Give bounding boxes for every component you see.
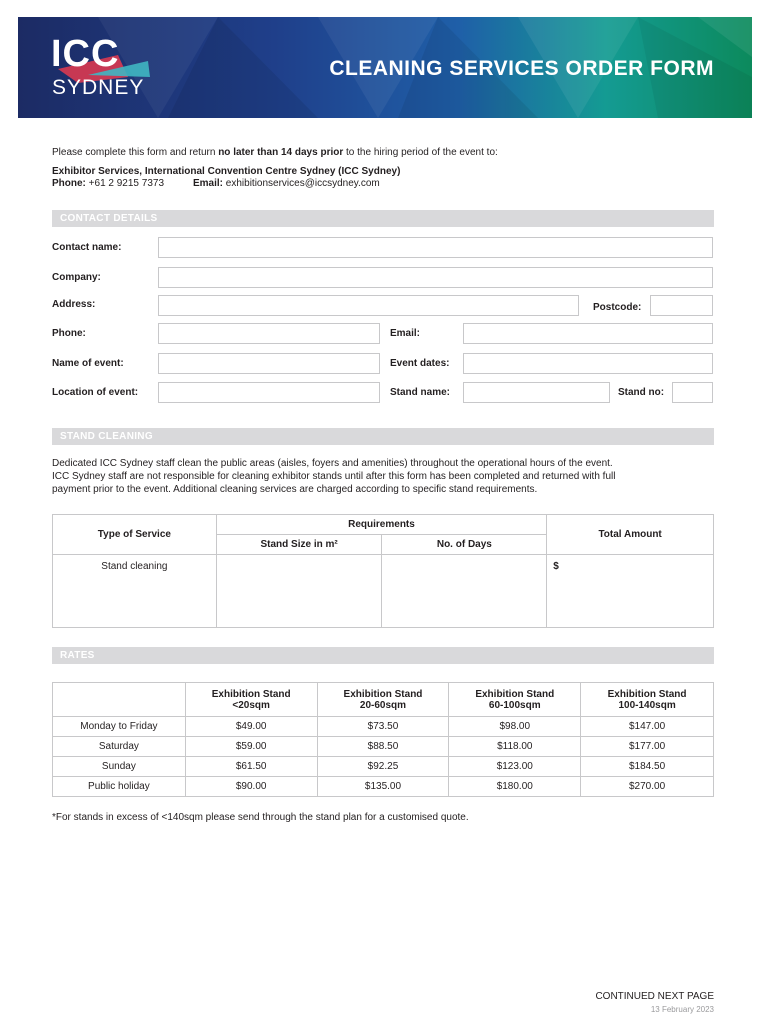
- rates-value: $123.00: [449, 757, 581, 777]
- label-phone: Phone:: [52, 328, 86, 339]
- rates-col-header: Exhibition Stand 100-140sqm: [581, 683, 714, 717]
- rates-day: Monday to Friday: [53, 717, 186, 737]
- label-postcode: Postcode:: [593, 302, 642, 313]
- rates-value: $92.25: [317, 757, 449, 777]
- rates-value: $49.00: [185, 717, 317, 737]
- rates-value: $98.00: [449, 717, 581, 737]
- rates-value: $270.00: [581, 777, 714, 797]
- email-field[interactable]: [463, 323, 713, 344]
- location-field[interactable]: [158, 382, 380, 403]
- header-stand-size: Stand Size in m²: [216, 535, 382, 555]
- no-of-days-cell[interactable]: [382, 555, 547, 628]
- label-event-dates: Event dates:: [390, 358, 450, 369]
- stand-no-field[interactable]: [672, 382, 713, 403]
- rates-value: $61.50: [185, 757, 317, 777]
- rates-value: $177.00: [581, 737, 714, 757]
- form-title: CLEANING SERVICES ORDER FORM: [329, 57, 714, 80]
- section-bar-contact-details: CONTACT DETAILS: [52, 210, 714, 227]
- table-row: [53, 737, 714, 757]
- postcode-field[interactable]: [650, 295, 713, 316]
- organisation-name: Exhibitor Services, International Convention Centre Sydney (ICC Sydney): [52, 166, 401, 177]
- rates-value: $135.00: [317, 777, 449, 797]
- label-contact-name: Contact name:: [52, 242, 122, 253]
- label-address: Address:: [52, 299, 96, 310]
- label-stand-name: Stand name:: [390, 387, 451, 398]
- stand-name-field[interactable]: [463, 382, 610, 403]
- company-field[interactable]: [158, 267, 713, 288]
- logo-icc-text: ICC: [51, 33, 120, 75]
- stand-size-cell[interactable]: [216, 555, 382, 628]
- phone-field[interactable]: [158, 323, 380, 344]
- rates-col-header: Exhibition Stand <20sqm: [185, 683, 317, 717]
- rates-footnote: *For stands in excess of <140sqm please send through the stand plan for a customised quote.: [52, 812, 469, 823]
- header-type-of-service: Type of Service: [53, 515, 217, 555]
- rates-value: $180.00: [449, 777, 581, 797]
- rates-corner-cell: [53, 683, 186, 717]
- rates-value: $90.00: [185, 777, 317, 797]
- currency-symbol: $: [553, 561, 559, 572]
- cleaning-description: Dedicated ICC Sydney staff clean the public areas (aisles, foyers and amenities) throughout the operational hours of the event. ICC Sydney staff are not responsible for cleaning exhibitor stands until after this form has been completed and returned with full payment prior to the event. Additional cleaning services are charged according to specific stand requirements.: [52, 458, 616, 495]
- rates-value: $118.00: [449, 737, 581, 757]
- rates-col-header: Exhibition Stand 20-60sqm: [317, 683, 449, 717]
- rates-col-header: Exhibition Stand 60-100sqm: [449, 683, 581, 717]
- total-amount-cell[interactable]: [547, 555, 714, 628]
- address-field[interactable]: [158, 295, 579, 316]
- event-dates-field[interactable]: [463, 353, 713, 374]
- event-name-field[interactable]: [158, 353, 380, 374]
- table-row: [53, 777, 714, 797]
- intro-line: Please complete this form and return no later than 14 days prior to the hiring period of the event to:: [52, 147, 498, 158]
- rates-day: Saturday: [53, 737, 186, 757]
- rates-value: $184.50: [581, 757, 714, 777]
- header-requirements: Requirements: [216, 515, 546, 535]
- table-row: [53, 717, 714, 737]
- rates-day: Public holiday: [53, 777, 186, 797]
- header-banner: [18, 17, 752, 118]
- document-date: 13 February 2023: [650, 1005, 714, 1014]
- label-company: Company:: [52, 272, 101, 283]
- label-stand-no: Stand no:: [618, 387, 665, 398]
- label-email: Email:: [390, 328, 421, 339]
- rates-value: $73.50: [317, 717, 449, 737]
- rates-value: $147.00: [581, 717, 714, 737]
- label-event-name: Name of event:: [52, 358, 124, 369]
- contact-phone: Phone: +61 2 9215 7373: [52, 178, 165, 189]
- logo-sydney-text: SYDNEY: [52, 76, 145, 99]
- header-no-of-days: No. of Days: [382, 535, 547, 555]
- rates-value: $88.50: [317, 737, 449, 757]
- table-row: [53, 757, 714, 777]
- section-bar-rates: RATES: [52, 647, 714, 664]
- contact-name-field[interactable]: [158, 237, 713, 258]
- row-label-stand-cleaning: Stand cleaning: [53, 555, 217, 628]
- rates-value: $59.00: [185, 737, 317, 757]
- continued-next-page: CONTINUED NEXT PAGE: [595, 991, 714, 1002]
- cleaning-order-table: [52, 514, 714, 628]
- rates-day: Sunday: [53, 757, 186, 777]
- section-bar-stand-cleaning: STAND CLEANING: [52, 428, 714, 445]
- header-total-amount: Total Amount: [547, 515, 714, 555]
- rates-table: [52, 682, 714, 797]
- contact-email: Email: exhibitionservices@iccsydney.com: [193, 178, 380, 189]
- label-location: Location of event:: [52, 387, 139, 398]
